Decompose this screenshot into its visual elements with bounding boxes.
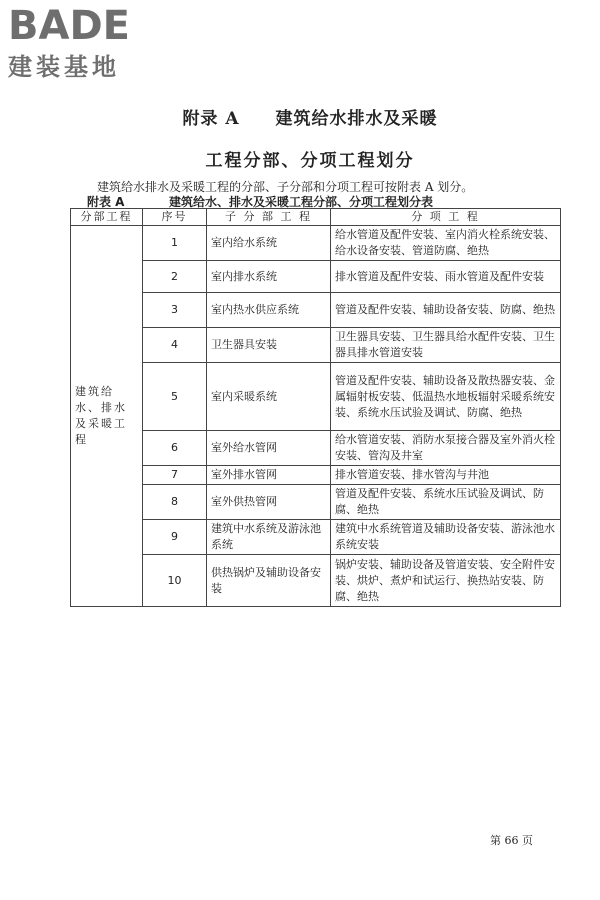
page-number: 第 66 页 — [490, 834, 533, 847]
header-subdivision: 子 分 部 工 程 — [207, 209, 331, 226]
row-subdivision: 室内给水系统 — [207, 226, 331, 261]
row-seq: 7 — [143, 466, 207, 485]
row-items: 给水管道及配件安装、室内消火栓系统安装、给水设备安装、管道防腐、绝热 — [331, 226, 561, 261]
logo-brand: BADE — [8, 3, 130, 49]
row-items: 卫生器具安装、卫生器具给水配件安装、卫生器具排水管道安装 — [331, 328, 561, 363]
row-items: 锅炉安装、辅助设备及管道安装、安全附件安装、烘炉、煮炉和试运行、换热站安装、防腐、绝热 — [331, 555, 561, 607]
row-subdivision: 室内热水供应系统 — [207, 293, 331, 328]
row-items: 排水管道安装、排水管沟与井池 — [331, 466, 561, 485]
row-seq: 2 — [143, 261, 207, 293]
row-items: 管道及配件安装、辅助设备安装、防腐、绝热 — [331, 293, 561, 328]
table-row — [71, 328, 561, 363]
table-row — [71, 431, 561, 466]
header-items: 分 项 工 程 — [331, 209, 561, 226]
table-row — [71, 485, 561, 520]
division-cell: 建筑给水、排水及采暖工程 — [71, 226, 143, 607]
row-seq: 6 — [143, 431, 207, 466]
table-row — [71, 555, 561, 607]
row-items: 管道及配件安装、辅助设备及散热器安装、金属辐射板安装、低温热水地板辐射采暖系统安装、系统水压试验及调试、防腐、绝热 — [331, 363, 561, 431]
logo-subtitle: 建装基地 — [8, 53, 120, 81]
row-seq: 8 — [143, 485, 207, 520]
row-subdivision: 室外给水管网 — [207, 431, 331, 466]
intro-text: 建筑给水排水及采暖工程的分部、子分部和分项工程可按附表 A 划分。 — [97, 180, 474, 194]
header-seq: 序号 — [143, 209, 207, 226]
header-division: 分部工程 — [71, 209, 143, 226]
table-row — [71, 466, 561, 485]
table-row — [71, 293, 561, 328]
row-subdivision: 卫生器具安装 — [207, 328, 331, 363]
row-items: 给水管道安装、消防水泵接合器及室外消火栓安装、管沟及井室 — [331, 431, 561, 466]
row-subdivision: 室外排水管网 — [207, 466, 331, 485]
row-items: 管道及配件安装、系统水压试验及调试、防腐、绝热 — [331, 485, 561, 520]
row-items: 排水管道及配件安装、雨水管道及配件安装 — [331, 261, 561, 293]
row-seq: 1 — [143, 226, 207, 261]
appendix-title: 附录 A 建筑给水排水及采暖 — [182, 109, 438, 129]
table-header-row — [71, 209, 561, 226]
table-row — [71, 520, 561, 555]
row-items: 建筑中水系统管道及辅助设备安装、游泳池水系统安装 — [331, 520, 561, 555]
row-seq: 5 — [143, 363, 207, 431]
table-caption-text: 建筑给水、排水及采暖工程分部、分项工程划分表 — [169, 195, 434, 209]
table-caption-label: 附表 A — [87, 195, 125, 209]
row-seq: 10 — [143, 555, 207, 607]
bade-logo — [8, 4, 188, 82]
table-row — [71, 363, 561, 431]
row-seq: 4 — [143, 328, 207, 363]
row-subdivision: 室内采暖系统 — [207, 363, 331, 431]
row-subdivision: 室内排水系统 — [207, 261, 331, 293]
division-table — [70, 208, 561, 607]
appendix-subtitle: 工程分部、分项工程划分 — [205, 151, 415, 171]
row-seq: 3 — [143, 293, 207, 328]
row-subdivision: 建筑中水系统及游泳池系统 — [207, 520, 331, 555]
row-subdivision: 供热锅炉及辅助设备安装 — [207, 555, 331, 607]
row-seq: 9 — [143, 520, 207, 555]
row-subdivision: 室外供热管网 — [207, 485, 331, 520]
table-row — [71, 261, 561, 293]
table-row — [71, 226, 561, 261]
